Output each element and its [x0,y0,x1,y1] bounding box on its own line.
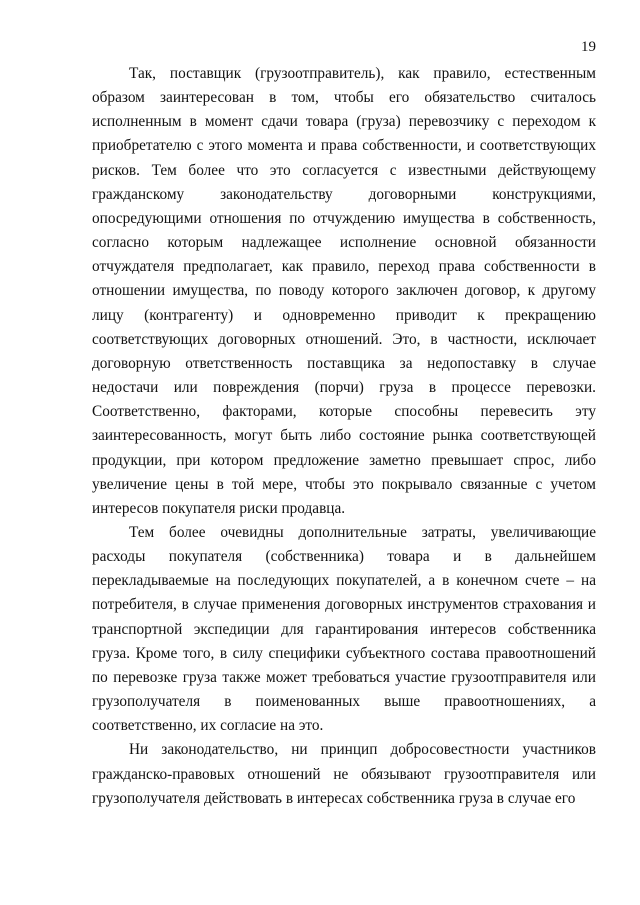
paragraph: Ни законодательство, ни принцип добросовестности участников гражданско-правовых отношений не обязывают грузоотправителя или грузополучателя действовать в интересах собственника груза в случае его [92,741,596,807]
document-body [92,62,596,811]
paragraph: Так, поставщик (грузоотправитель), как правило, естественным образом заинтересован в том, чтобы его обязательство считалось исполненным в момент сдачи товара (груза) перевозчику с переходом к приобретателю с этого момента и права собственности, и соответствующих рисков. Тем более что это согласуется с известными действующему гражданскому законодательству договорными конструкциями, опосредующими отношения по отчуждению имущества в собственность, согласно которым надлежащее исполнение основной обязанности отчуждателя предполагает, как правило, переход права собственности в отношении имущества, по поводу которого заключен договор, к другому лицу (контрагенту) и одновременно приводит к прекращению соответствующих договорных отношений. Это, в частности, исключает договорную ответственность поставщика за недопоставку в случае недостачи или повреждения (порчи) груза в процессе перевозки. Соответственно, факторами, которые способны перевесить эту заинтересованность, могут быть либо состояние рынка соответствующей продукции, при котором предложение заметно превышает спрос, либо увеличение цены в той мере, чтобы это покрывало связанные с учетом интересов покупателя риски продавца. [92,65,596,517]
page-number: 19 [581,39,596,55]
paragraph: Тем более очевидны дополнительные затраты, увеличивающие расходы покупателя (собственника) товара и в дальнейшем перекладываемые на последующих покупателей, а в конечном счете – на потребителя, в случае применения договорных инструментов страхования и транспортной экспедиции для гарантирования интересов собственника груза. Кроме того, в силу специфики субъектного состава правоотношений по перевозке груза также может требоваться участие грузоотправителя или грузополучателя в поименованных выше правоотношениях, а соответственно, их согласие на это. [92,523,596,735]
